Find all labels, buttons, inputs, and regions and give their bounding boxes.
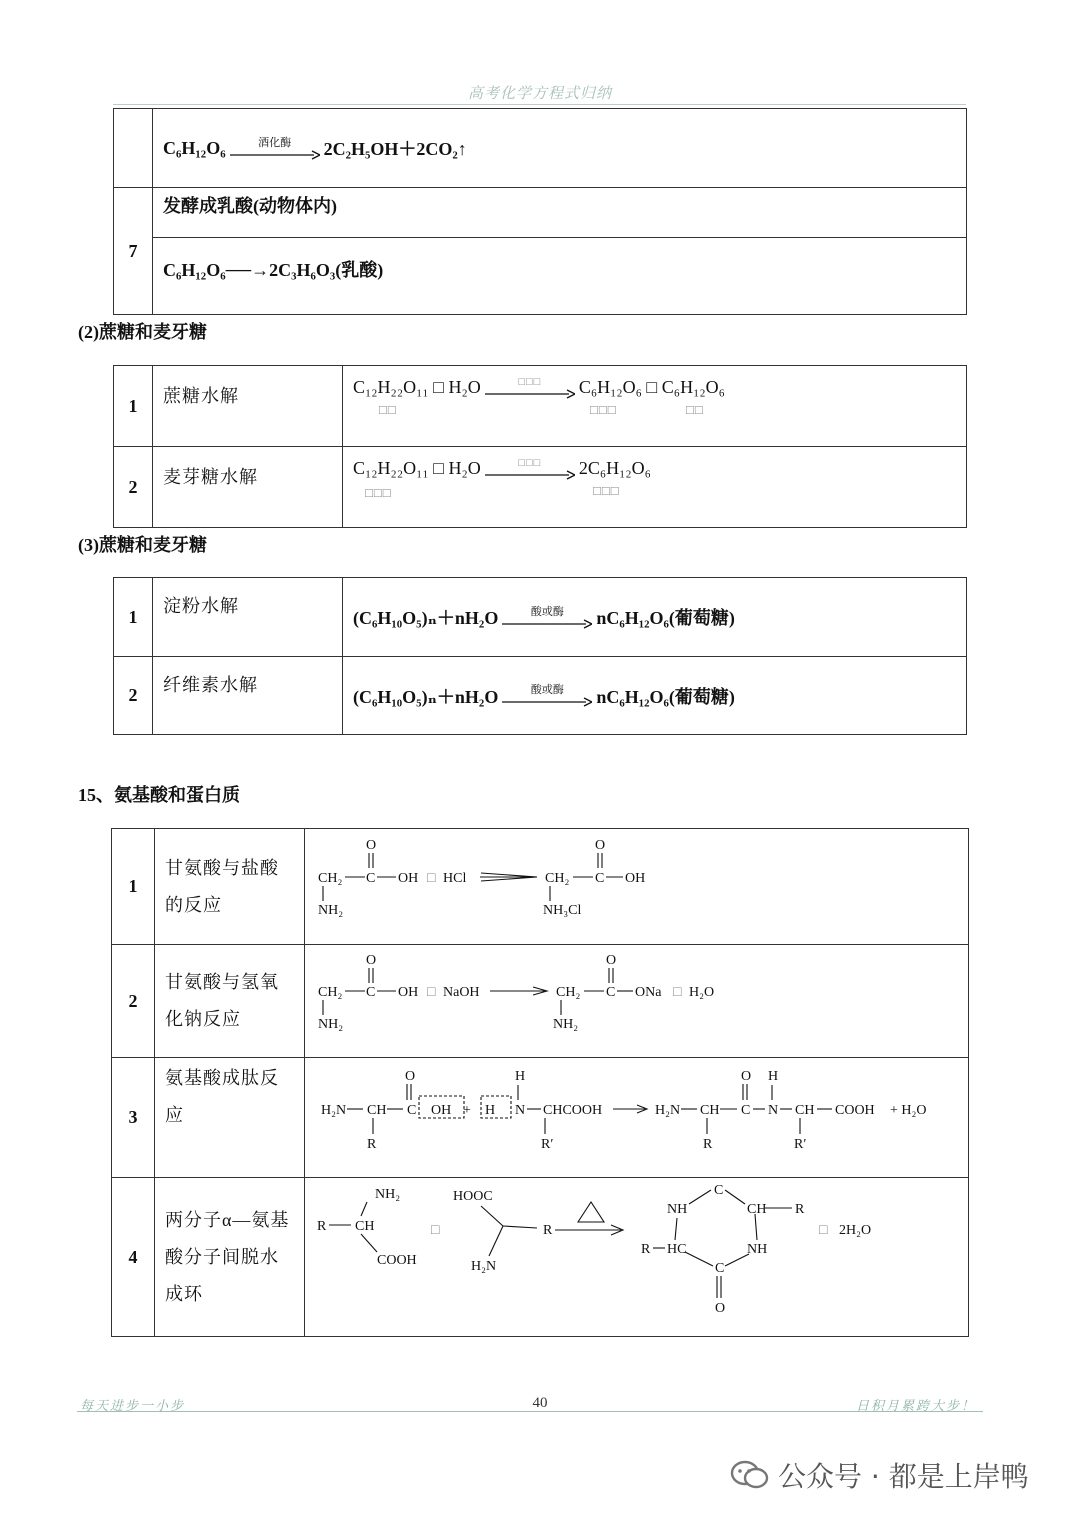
wechat-icon xyxy=(730,1460,770,1490)
glucose-table xyxy=(113,108,967,315)
reaction-name: 甘氨酸与盐酸的反应 xyxy=(155,829,305,945)
watermark xyxy=(730,1455,1029,1495)
glycine-hcl-structure xyxy=(305,829,969,945)
atom-label: O xyxy=(595,838,606,853)
reaction-arrow xyxy=(502,606,592,629)
glycine-naoh-structure xyxy=(305,945,969,1058)
catalyst-label: 酸或酶 xyxy=(530,684,564,696)
peptide-diagram xyxy=(305,1058,965,1172)
row-number: 4 xyxy=(112,1178,155,1337)
atom-label: C xyxy=(606,985,616,1000)
page-header: 高考化学方程式归纳 xyxy=(467,86,612,102)
atom-label: CH xyxy=(355,1219,375,1234)
atom-label: NH xyxy=(667,1202,688,1217)
atom-label: □ xyxy=(819,1223,828,1238)
atom-label: C xyxy=(714,1183,724,1198)
arrow-label: □□□ xyxy=(518,376,542,388)
reaction-arrow xyxy=(485,457,575,480)
atom-label: O xyxy=(405,1069,416,1084)
atom-label: H₂N xyxy=(321,1103,347,1118)
amino-acid-table xyxy=(111,828,969,1337)
disaccharide-table xyxy=(113,365,967,528)
section-title: 15、氨基酸和蛋白质 xyxy=(78,785,240,805)
under-label: □□□ xyxy=(365,485,392,500)
reaction-name: 麦芽糖水解 xyxy=(153,447,343,528)
atom-label: R′ xyxy=(541,1137,554,1152)
atom-label: NH₂ xyxy=(375,1187,401,1202)
atom-label: CH₂ xyxy=(556,985,581,1000)
atom-label: □ xyxy=(427,985,436,1000)
product: 2C₂H₅OH＋2CO₂↑ xyxy=(323,139,467,159)
atom-label: NH₂ xyxy=(318,1017,344,1032)
atom-label: CH₂ xyxy=(318,985,343,1000)
products: nC₆H₁₂O₆(葡萄糖) xyxy=(596,686,735,707)
atom-label: CH xyxy=(700,1103,720,1118)
under-label: □□□ xyxy=(590,402,617,417)
row-number: 1 xyxy=(114,366,153,447)
under-label: □□ xyxy=(686,402,704,417)
reactants: (C₆H₁₀O₅)ₙ＋nH₂O xyxy=(353,686,499,707)
peptide-structure xyxy=(305,1058,969,1178)
fermentation-alcohol-equation xyxy=(153,109,967,188)
reaction-name: 纤维素水解 xyxy=(153,657,343,735)
atom-label: R xyxy=(703,1137,713,1152)
atom-label: O xyxy=(741,1069,752,1084)
atom-label: □ xyxy=(427,871,436,886)
atom-label: H xyxy=(485,1103,496,1118)
atom-label: C xyxy=(715,1261,725,1276)
atom-label: NH₃Cl xyxy=(543,903,582,918)
atom-label: 2H₂O xyxy=(839,1223,872,1238)
reactant: C₆H₁₂O₆ xyxy=(163,137,226,158)
row-number: 2 xyxy=(114,657,153,735)
atom-label: HOOC xyxy=(453,1189,493,1204)
atom-label: + H₂O xyxy=(890,1103,927,1118)
atom-label: N xyxy=(768,1103,779,1118)
reactants: (C₆H₁₀O₅)ₙ＋nH₂O xyxy=(353,608,499,628)
atom-label: HC xyxy=(667,1242,687,1257)
atom-label: CH₂ xyxy=(545,871,570,886)
atom-label: O xyxy=(366,953,377,968)
atom-label: OH xyxy=(625,871,646,886)
atom-label: + xyxy=(463,1103,471,1118)
atom-label: CH xyxy=(747,1202,767,1217)
sucrose-equation xyxy=(343,366,967,447)
atom-label: R xyxy=(795,1202,805,1217)
atom-label: NH xyxy=(747,1242,768,1257)
footer-left: 每天进步一小步 xyxy=(80,1398,186,1413)
atom-label: □ xyxy=(673,985,682,1000)
page-number: 40 xyxy=(532,1395,548,1411)
footer-right: 日积月累跨大步！ xyxy=(856,1398,977,1413)
atom-label: COOH xyxy=(377,1253,417,1268)
products: 2C₆H₁₂O₆ xyxy=(578,458,651,478)
atom-label: R xyxy=(317,1219,327,1234)
reactants: C₁₂H₂₂O₁₁ □ H₂O xyxy=(353,377,481,397)
row-number: 7 xyxy=(114,188,153,315)
atom-label: R xyxy=(641,1242,651,1257)
atom-label: H xyxy=(768,1069,779,1084)
atom-label: R xyxy=(367,1137,377,1152)
atom-label: C xyxy=(366,871,376,886)
atom-label: H₂N xyxy=(471,1259,497,1274)
reaction-name: 氨基酸成肽反应 xyxy=(155,1058,305,1178)
reaction-name: 甘氨酸与氢氧化钠反应 xyxy=(155,945,305,1058)
table-cell xyxy=(114,109,153,188)
row-number: 1 xyxy=(114,578,153,657)
under-label: □□□ xyxy=(593,483,620,498)
atom-label: O xyxy=(715,1301,726,1316)
atom-label: CH xyxy=(367,1103,387,1118)
atom-label: C xyxy=(407,1103,417,1118)
atom-label: H xyxy=(515,1069,526,1084)
atom-label: COOH xyxy=(835,1103,875,1118)
catalyst-label: 酒化酶 xyxy=(258,136,292,149)
atom-label: H₂O xyxy=(689,985,715,1000)
atom-label: O xyxy=(366,838,377,853)
atom-label: CH₂ xyxy=(318,871,343,886)
cellulose-equation xyxy=(343,657,967,735)
atom-label: C xyxy=(741,1103,751,1118)
atom-label: OH xyxy=(398,871,419,886)
row-number: 2 xyxy=(114,447,153,528)
atom-label: C xyxy=(366,985,376,1000)
polysaccharide-table xyxy=(113,577,967,735)
atom-label: NaOH xyxy=(443,985,480,1000)
atom-label: NH₂ xyxy=(318,903,344,918)
products: C₆H₁₂O₆ □ C₆H₁₂O₆ xyxy=(578,377,725,397)
header-rule xyxy=(113,104,966,105)
row-number: 2 xyxy=(112,945,155,1058)
reaction-name: 淀粉水解 xyxy=(153,578,343,657)
atom-label: CHCOOH xyxy=(543,1103,603,1118)
section-title: (2)蔗糖和麦牙糖 xyxy=(78,322,207,342)
atom-label: R′ xyxy=(794,1137,807,1152)
maltose-equation xyxy=(343,447,967,528)
footer-rule xyxy=(77,1411,983,1412)
cyclization-diagram xyxy=(305,1178,965,1331)
cyclization-structure xyxy=(305,1178,969,1337)
lactic-equation: C₆H₁₂O₆──→2C₃H₆O₃(乳酸) xyxy=(153,238,967,315)
reaction-arrow xyxy=(485,376,575,399)
atom-label: C xyxy=(595,871,605,886)
lactic-title: 发酵成乳酸(动物体内) xyxy=(153,188,967,238)
atom-label: NH₂ xyxy=(553,1017,579,1032)
reaction-name: 两分子α—氨基酸分子间脱水成环 xyxy=(155,1178,305,1337)
atom-label: □ xyxy=(431,1223,440,1238)
atom-label: N xyxy=(515,1103,526,1118)
reaction-arrow xyxy=(230,137,320,160)
row-number: 3 xyxy=(112,1058,155,1178)
atom-label: OH xyxy=(431,1103,452,1118)
section-title: (3)蔗糖和麦牙糖 xyxy=(78,535,207,555)
starch-equation xyxy=(343,578,967,657)
row-number: 1 xyxy=(112,829,155,945)
reactants: C₁₂H₂₂O₁₁ □ H₂O xyxy=(353,458,481,478)
atom-label: ONa xyxy=(635,985,662,1000)
atom-label: CH xyxy=(795,1103,815,1118)
under-label: □□ xyxy=(379,402,397,417)
reaction-name: 蔗糖水解 xyxy=(153,366,343,447)
atom-label: OH xyxy=(398,985,419,1000)
catalyst-label: 酸或酶 xyxy=(530,605,564,618)
reaction-arrow xyxy=(502,684,592,707)
glycine-naoh-diagram xyxy=(305,945,965,1052)
glycine-hcl-diagram xyxy=(305,829,965,939)
arrow-label: □□□ xyxy=(518,457,542,469)
atom-label: HCl xyxy=(443,871,467,886)
atom-label: H₂N xyxy=(655,1103,681,1118)
atom-label: R xyxy=(543,1223,553,1238)
products: nC₆H₁₂O₆(葡萄糖) xyxy=(596,608,735,628)
watermark-text: 公众号 · 都是上岸鸭 xyxy=(778,1460,1029,1493)
atom-label: O xyxy=(606,953,617,968)
